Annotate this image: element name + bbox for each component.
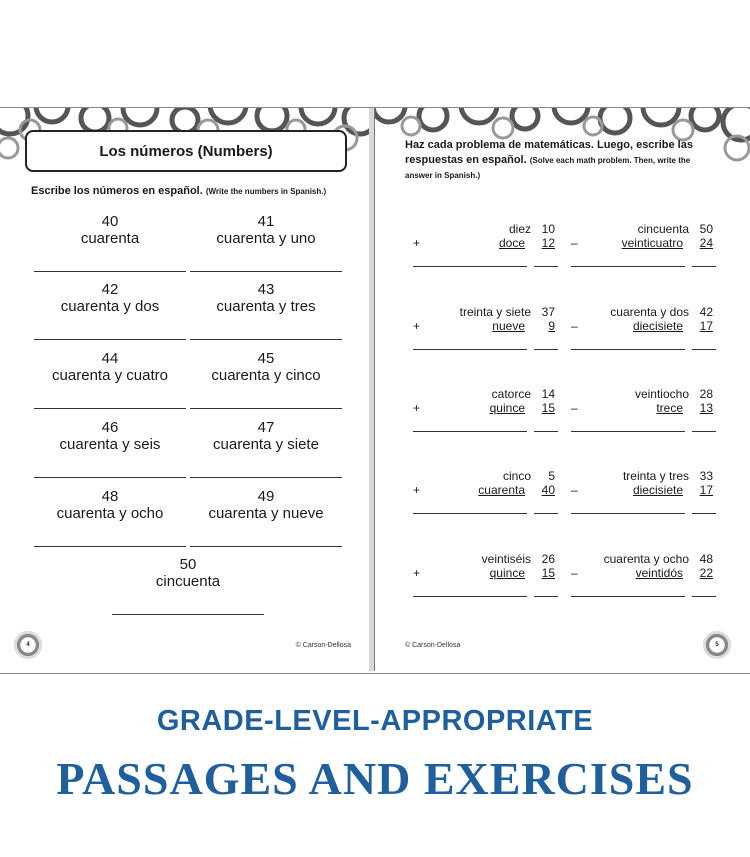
answer-line[interactable] <box>34 546 186 547</box>
number-word: cuarenta y tres <box>216 298 316 315</box>
second-term <box>571 319 683 333</box>
workbook-spread <box>0 107 750 674</box>
first-word: treinta y tres <box>622 469 689 483</box>
number: 44 <box>101 350 119 367</box>
instruction-text: Escribe los números en español. <box>31 185 203 197</box>
banner-heading: GRADE-LEVEL-APPROPRIATE <box>156 705 594 737</box>
first-word: treinta y siete <box>459 305 531 319</box>
second-term <box>571 483 683 497</box>
number: 47 <box>257 419 275 436</box>
answer-line[interactable] <box>34 477 186 478</box>
answer-number-line[interactable] <box>534 266 558 267</box>
second-term <box>413 236 525 250</box>
answer-word-line[interactable] <box>413 266 527 267</box>
answer-word-line[interactable] <box>413 513 527 514</box>
left-page <box>0 108 370 671</box>
operator: – <box>571 319 578 333</box>
second-term <box>571 236 683 250</box>
operator: + <box>413 566 421 580</box>
number-item <box>190 419 342 453</box>
answer-word-line[interactable] <box>413 349 527 350</box>
first-word: cincuenta <box>637 222 689 236</box>
number: 46 <box>101 419 119 436</box>
answer-line[interactable] <box>34 408 186 409</box>
number-item <box>190 350 342 384</box>
number-item <box>112 556 264 590</box>
second-number: 22 <box>699 566 713 580</box>
answer-line[interactable] <box>34 339 186 340</box>
answer-number-line[interactable] <box>692 513 716 514</box>
second-word: quince <box>489 401 525 415</box>
instruction <box>31 185 326 197</box>
number-word: cincuenta <box>155 573 221 590</box>
operator: + <box>413 319 421 333</box>
first-number: 10 <box>541 222 555 236</box>
second-number: 17 <box>699 319 713 333</box>
number: 42 <box>101 281 119 298</box>
second-number: 9 <box>548 319 555 333</box>
number-word: cuarenta y siete <box>213 436 319 453</box>
instruction-translation: (Solve each math problem. Then, write the answer in Spanish.) <box>405 156 691 180</box>
instruction-text: Haz cada problema de matemáticas. Luego, escribe las respuestas en español. <box>405 139 693 166</box>
second-word: nueve <box>492 319 525 333</box>
second-word: cuarenta <box>478 483 525 497</box>
second-word: trece <box>656 401 683 415</box>
number-word: cuarenta y uno <box>216 230 316 247</box>
page-number: 4 <box>26 642 30 648</box>
number-word: cuarenta y cuatro <box>52 367 168 384</box>
second-term <box>413 401 525 415</box>
second-term <box>571 566 683 580</box>
number-word: cuarenta y ocho <box>56 505 164 522</box>
answer-word-line[interactable] <box>413 431 527 432</box>
first-number: 28 <box>699 387 713 401</box>
operator: + <box>413 483 421 497</box>
page-number-badge <box>14 631 42 659</box>
first-word: veintiséis <box>481 552 531 566</box>
number: 40 <box>101 213 119 230</box>
first-number: 5 <box>548 469 555 483</box>
page-number-badge <box>703 631 731 659</box>
answer-number-line[interactable] <box>534 349 558 350</box>
answer-word-line[interactable] <box>571 349 685 350</box>
answer-number-line[interactable] <box>692 266 716 267</box>
answer-number-line[interactable] <box>534 513 558 514</box>
first-number: 14 <box>541 387 555 401</box>
second-term <box>413 566 525 580</box>
copyright: © Carson-Dellosa <box>405 642 461 649</box>
second-number: 15 <box>541 566 555 580</box>
operator: + <box>413 401 421 415</box>
math-problem <box>571 305 719 365</box>
first-number: 37 <box>541 305 555 319</box>
number-item <box>190 281 342 315</box>
math-problem <box>571 552 719 612</box>
second-word: veinticuatro <box>621 236 683 250</box>
second-number: 12 <box>541 236 555 250</box>
number: 50 <box>179 556 197 573</box>
answer-word-line[interactable] <box>571 266 685 267</box>
answer-number-line[interactable] <box>534 596 558 597</box>
number-word: cuarenta <box>80 230 140 247</box>
second-number: 24 <box>699 236 713 250</box>
number-word: cuarenta y cinco <box>211 367 321 384</box>
answer-number-line[interactable] <box>534 431 558 432</box>
math-problem <box>413 222 561 282</box>
first-word: cinco <box>502 469 531 483</box>
math-problem <box>571 469 719 529</box>
answer-number-line[interactable] <box>692 431 716 432</box>
math-problem <box>413 305 561 365</box>
second-word: veintidós <box>635 566 683 580</box>
answer-line[interactable] <box>34 271 186 272</box>
math-problem <box>413 387 561 447</box>
second-number: 15 <box>541 401 555 415</box>
second-term <box>571 401 683 415</box>
answer-line[interactable] <box>190 408 342 409</box>
instruction-translation: (Write the numbers in Spanish.) <box>205 187 327 196</box>
answer-number-line[interactable] <box>692 349 716 350</box>
second-term <box>413 483 525 497</box>
first-number: 26 <box>541 552 555 566</box>
second-term <box>413 319 525 333</box>
second-word: diecisiete <box>632 319 683 333</box>
first-number: 48 <box>699 552 713 566</box>
number: 43 <box>257 281 275 298</box>
second-word: doce <box>498 236 525 250</box>
math-problem <box>413 552 561 612</box>
first-word: cuarenta y ocho <box>603 552 689 566</box>
second-number: 13 <box>699 401 713 415</box>
number: 45 <box>257 350 275 367</box>
answer-line[interactable] <box>190 339 342 340</box>
math-problem <box>571 222 719 282</box>
answer-word-line[interactable] <box>571 431 685 432</box>
first-number: 42 <box>699 305 713 319</box>
operator: – <box>571 401 578 415</box>
number: 48 <box>101 488 119 505</box>
answer-word-line[interactable] <box>413 596 527 597</box>
number-word: cuarenta y seis <box>59 436 161 453</box>
number: 41 <box>257 213 275 230</box>
answer-word-line[interactable] <box>571 513 685 514</box>
first-word: veintiocho <box>634 387 689 401</box>
second-number: 40 <box>541 483 555 497</box>
first-number: 50 <box>699 222 713 236</box>
first-word: catorce <box>491 387 531 401</box>
answer-line[interactable] <box>190 546 342 547</box>
answer-line[interactable] <box>190 271 342 272</box>
math-problem <box>571 387 719 447</box>
number-word: cuarenta y dos <box>60 298 160 315</box>
answer-line[interactable] <box>112 614 264 615</box>
answer-number-line[interactable] <box>692 596 716 597</box>
page-number: 5 <box>715 642 719 648</box>
number-item <box>34 213 186 247</box>
second-word: diecisiete <box>632 483 683 497</box>
number-item <box>34 419 186 453</box>
copyright: © Carson-Dellosa <box>295 642 351 649</box>
answer-word-line[interactable] <box>571 596 685 597</box>
number-item <box>190 488 342 522</box>
operator: – <box>571 566 578 580</box>
number-item <box>34 281 186 315</box>
banner-title: PASSAGES AND EXERCISES <box>56 753 694 804</box>
operator: – <box>571 483 578 497</box>
second-number: 17 <box>699 483 713 497</box>
first-word: cuarenta y dos <box>610 305 689 319</box>
number: 49 <box>257 488 275 505</box>
number-item <box>34 350 186 384</box>
math-problem <box>413 469 561 529</box>
second-word: quince <box>489 566 525 580</box>
number-word: cuarenta y nueve <box>208 505 324 522</box>
instruction <box>405 138 717 183</box>
first-word: diez <box>508 222 531 236</box>
operator: – <box>571 236 578 250</box>
number-item <box>34 488 186 522</box>
right-page <box>374 108 750 671</box>
page-title: Los números (Numbers) <box>25 130 347 172</box>
operator: + <box>413 236 421 250</box>
number-item <box>190 213 342 247</box>
first-number: 33 <box>699 469 713 483</box>
answer-line[interactable] <box>190 477 342 478</box>
